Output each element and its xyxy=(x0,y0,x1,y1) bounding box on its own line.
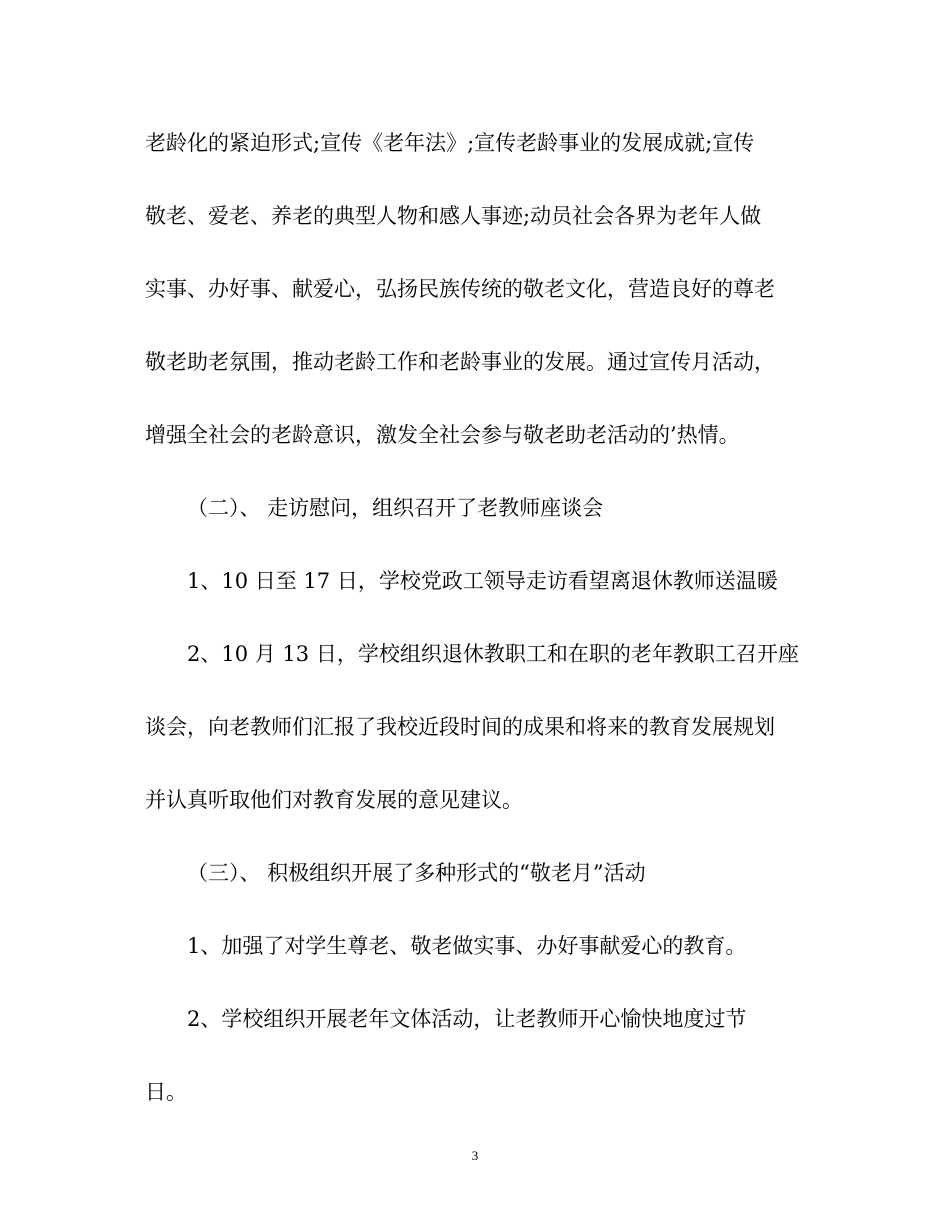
paragraph-line: 日。 xyxy=(145,1080,187,1104)
paragraph-line: 实事、办好事、献爱心，弘扬民族传统的敬老文化，营造良好的尊老 xyxy=(145,277,775,301)
list-item: 1、加强了对学生尊老、敬老做实事、办好事献爱心的教育。 xyxy=(187,934,747,958)
page-number: 3 xyxy=(471,1148,479,1163)
paragraph-line: 敬老、爱老、养老的典型人物和感人事迹;动员社会各界为老年人做 xyxy=(145,204,762,228)
paragraph-line: 老龄化的紧迫形式;宣传《老年法》;宣传老龄事业的发展成就;宣传 xyxy=(145,131,755,155)
section-heading: （二）、 走访慰问，组织召开了老教师座谈会 xyxy=(187,496,604,520)
list-item: 2、10 月 13 日，学校组织退休教职工和在职的老年教职工召开座 xyxy=(187,642,799,666)
paragraph-line: 谈会，向老教师们汇报了我校近段时间的成果和将来的教育发展规划 xyxy=(145,715,775,739)
list-item: 1、10 日至 17 日，学校党政工领导走访看望离退休教师送温暖 xyxy=(187,569,778,593)
paragraph-line: 敬老助老氛围，推动老龄工作和老龄事业的发展。通过宣传月活动， xyxy=(145,350,775,374)
list-item: 2、学校组织开展老年文体活动，让老教师开心愉快地度过节 xyxy=(187,1007,747,1031)
paragraph-line: 增强全社会的老龄意识，激发全社会参与敬老助老活动的’热情。 xyxy=(145,423,740,447)
paragraph-line: 并认真听取他们对教育发展的意见建议。 xyxy=(145,788,523,812)
section-heading: （三）、 积极组织开展了多种形式的“敬老月”活动 xyxy=(187,861,646,885)
